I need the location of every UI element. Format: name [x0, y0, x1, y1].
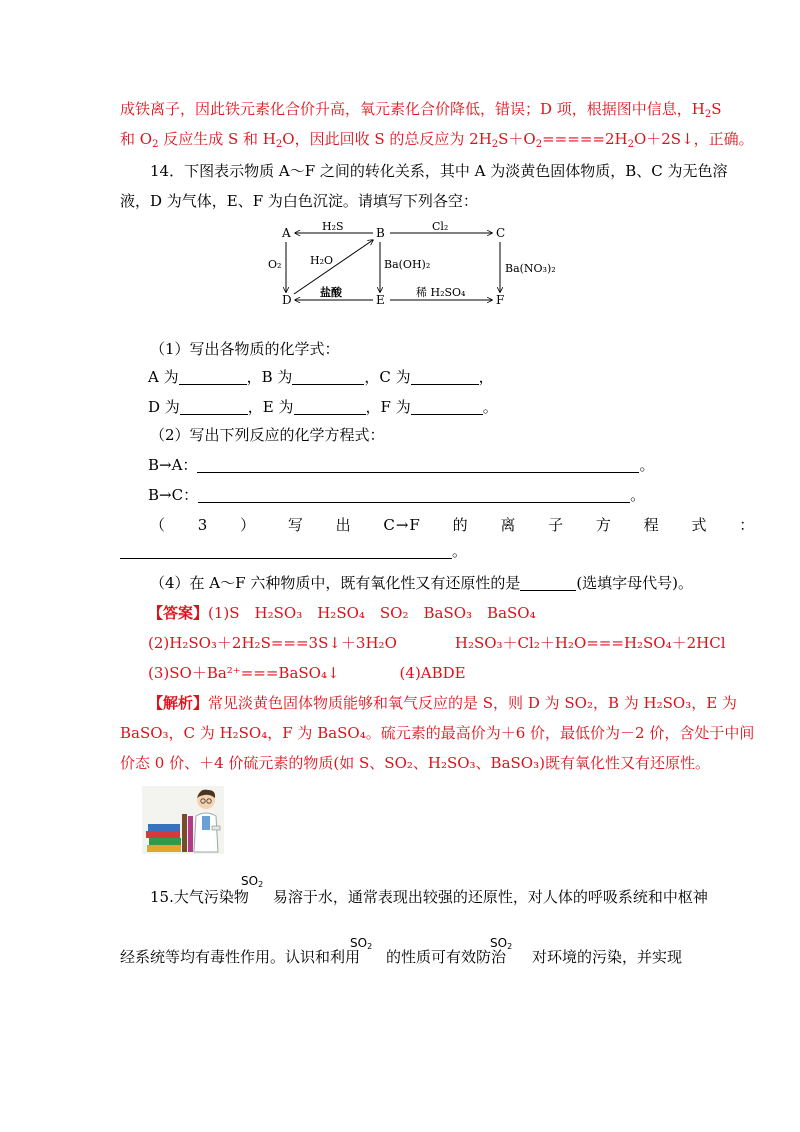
answer-line-3: (3)SO＋Ba²⁺===BaSO₄↓ (4)ABDE: [148, 664, 466, 682]
so2-formula-2: $SO_2$: [350, 936, 373, 951]
q14-c-to-f-answer: 。: [120, 540, 467, 562]
answer-line-1: 【答案】(1)S H₂SO₃ H₂SO₄ SO₂ BaSO₃ BaSO₄: [148, 604, 536, 622]
q14-blanks-row-2: D 为 ，E 为 ，F 为 。: [148, 398, 498, 416]
blank-f[interactable]: [411, 399, 483, 415]
blank-e[interactable]: [294, 399, 366, 415]
explanation-line-1: 【解析】常见淡黄色固体物质能够和氧气反应的是 S，则 D 为 SO₂，B 为 H₂SO₃，E 为: [148, 694, 737, 712]
label-cl2: Cl₂: [432, 220, 449, 233]
q15-line-1: 15.大气污染物 易溶于水，通常表现出较强的还原性，对人体的呼吸系统和中枢神: [150, 888, 708, 906]
scientist-with-books-illustration: [142, 786, 224, 854]
continued-explanation-line-2: 和 $O_2$ 反应生成 S 和 $H_2O$，因此回收 S 的总反应为 $2H_2S+O_2=====2H_2O+2S↓$，正确。: [120, 130, 754, 150]
label-bano32: Ba(NO₃)₂: [505, 262, 556, 275]
label-hcl: 盐酸: [320, 286, 342, 299]
explanation-line-3: 价态 0 价、＋4 价硫元素的物质(如 S、SO₂、H₂SO₃、BaSO₃)既有氧化性又有还原性。: [120, 754, 710, 772]
q14-stem-line-2: 液，D 为气体，E、F 为白色沉淀。请填写下列各空：: [120, 192, 478, 210]
node-d: D: [282, 293, 292, 307]
so2-formula-1: $SO_2$: [241, 874, 264, 889]
answer-line-2: (2)H₂SO₃＋2H₂S===3S↓＋3H₂O H₂SO₃＋Cl₂＋H₂O===H₂SO₄＋2HCl: [148, 634, 726, 652]
blank-c-to-f[interactable]: [120, 543, 452, 559]
q14-part-1: （1）写出各物质的化学式：: [150, 340, 340, 358]
node-c: C: [496, 226, 506, 240]
blank-b-to-a[interactable]: [197, 457, 639, 473]
q14-part-4: （4）在 A～F 六种物质中，既有氧化性又有还原性的是 (选填字母代号)。: [150, 574, 694, 592]
blank-c[interactable]: [411, 369, 479, 385]
blank-a[interactable]: [179, 369, 247, 385]
q14-part-3: （ 3 ） 写 出 C→F 的 离 子 方 程 式 ：: [150, 516, 756, 534]
label-h2s: H₂S: [322, 220, 344, 233]
q14-blanks-row-1: A 为 ，B 为 ，C 为 ，: [148, 368, 494, 386]
blank-part-4[interactable]: [520, 575, 576, 591]
q14-part-2: （2）写出下列反应的化学方程式：: [150, 426, 385, 444]
node-e: E: [376, 293, 385, 307]
continued-explanation-line-1: 成铁离子，因此铁元素化合价升高，氧元素化合价降低，错误；D 项，根据图中信息，$H_2S$: [120, 100, 722, 120]
label-baoh2: Ba(OH)₂: [384, 258, 431, 271]
blank-d[interactable]: [180, 399, 248, 415]
label-h2so4: 稀 H₂SO₄: [416, 286, 466, 299]
node-f: F: [496, 293, 505, 307]
q14-stem-line-1: 14．下图表示物质 A～F 之间的转化关系，其中 A 为淡黄色固体物质，B、C 为无色溶: [150, 162, 728, 180]
node-a: A: [282, 226, 291, 240]
q14-b-to-c: B→C： 。: [148, 486, 646, 504]
blank-b[interactable]: [292, 369, 364, 385]
label-h2o: H₂O: [310, 254, 334, 267]
node-b: B: [376, 226, 385, 240]
q15-line-2: 经系统等均有毒性作用。认识和利用 的性质可有效防治 对环境的污染，并实现: [120, 948, 683, 966]
explanation-line-2: BaSO₃，C 为 H₂SO₄，F 为 BaSO₄。硫元素的最高价为＋6 价，最低价为－2 价，含处于中间: [120, 724, 755, 742]
label-o2: O₂: [268, 258, 282, 271]
reaction-diagram: [268, 220, 556, 310]
q14-b-to-a: B→A： 。: [148, 456, 655, 474]
blank-b-to-c[interactable]: [198, 487, 630, 503]
so2-formula-3: $SO_2$: [490, 936, 513, 951]
